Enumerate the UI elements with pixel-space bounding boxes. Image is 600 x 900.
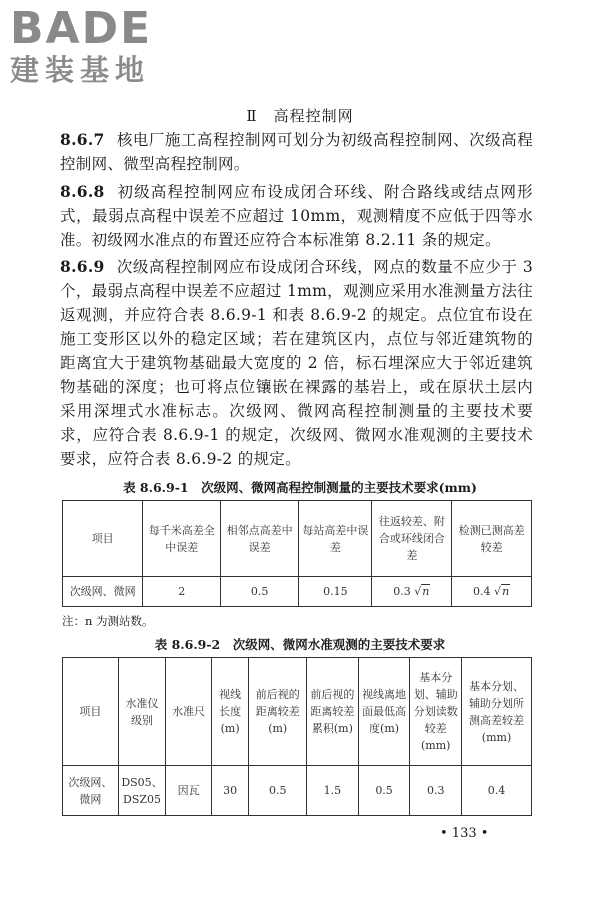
table1-cell — [452, 577, 532, 607]
table2-header: 水准尺 — [166, 658, 212, 766]
table1-header: 往返较差、附合或环线闭合差 — [372, 501, 452, 577]
table1 — [62, 500, 532, 607]
table2-header: 水准仪级别 — [118, 658, 166, 766]
coefficient: 0.4 — [473, 585, 491, 598]
table2-cell: 0.5 — [358, 766, 410, 816]
radicand: n — [502, 585, 510, 598]
sqrt-symbol: √n — [414, 585, 430, 598]
logo-wordmark: BADE — [10, 3, 153, 54]
clause-8-6-8 — [60, 180, 533, 252]
section-title: Ⅱ 高程控制网 — [246, 107, 354, 125]
page-number: • 133 • — [440, 826, 489, 841]
table2-cell: 0.3 — [410, 766, 462, 816]
clause-text: 次级高程控制网应布设成闭合环线，网点的数量不应少于 3 个，最弱点高程中误差不应超过 1mm，观测应采用水准测量方法往返观测，并应符合表 8.6.9-1 和表 8.6.9-2 的规定。点位宜布设在施工变形区以外的稳定区域；若在建筑区内，点位与邻近建筑物的距离宜大于建筑物基础最大宽度的 2 倍，标石埋深应大于邻近建筑物基础的深度；也可将点位镶嵌在裸露的基岩上，或在原状土层内采用深埋式水准标志。次级网、微网高程控制测量的主要技术要求，应符合表 8.6.9-1 的规定，次级网、微网水准观测的主要技术要求，应符合表 8.6.9-2 的规定。 — [60, 258, 533, 468]
table1-title: 表 8.6.9-1 次级网、微网高程控制测量的主要技术要求(mm) — [123, 480, 477, 495]
clause-8-6-9 — [60, 255, 533, 471]
table2-cell: 30 — [211, 766, 248, 816]
table1-cell: 2 — [143, 577, 221, 607]
table1-cell: 0.15 — [299, 577, 372, 607]
table1-header: 每千米高差全中误差 — [143, 501, 221, 577]
table-row — [63, 766, 532, 816]
table2-cell: 1.5 — [307, 766, 359, 816]
table2-title: 表 8.6.9-2 次级网、微网水准观测的主要技术要求 — [154, 637, 446, 652]
table2-header: 前后视的距离较差(m) — [249, 658, 307, 766]
table1-cell — [372, 577, 452, 607]
table1-cell: 0.5 — [221, 577, 299, 607]
clause-8-6-7 — [60, 128, 533, 176]
clause-number: 8.6.7 — [60, 130, 105, 149]
clause-number: 8.6.9 — [60, 257, 105, 276]
table-row — [63, 577, 532, 607]
radicand: n — [422, 585, 430, 598]
table1-header: 每站高差中误差 — [299, 501, 372, 577]
clause-text: 核电厂施工高程控制网可划分为初级高程控制网、次级高程控制网、微型高程控制网。 — [60, 131, 533, 173]
logo — [10, 3, 180, 87]
table1-header: 相邻点高差中误差 — [221, 501, 299, 577]
coefficient: 0.3 — [393, 585, 411, 598]
table2-cell: 次级网、微网 — [63, 766, 119, 816]
sqrt-symbol: √n — [494, 585, 510, 598]
table1-header: 项目 — [63, 501, 143, 577]
table2-header: 视线长度(m) — [211, 658, 248, 766]
table2-cell: 0.5 — [249, 766, 307, 816]
table1-note: 注：n 为测站数。 — [62, 614, 154, 628]
table2-header: 视线离地面最低高度(m) — [358, 658, 410, 766]
table2 — [62, 657, 532, 816]
logo-subtitle: 建装基地 — [10, 53, 151, 87]
table2-cell: 0.4 — [462, 766, 532, 816]
table2-header: 基本分划、辅助分划读数较差(mm) — [410, 658, 462, 766]
table2-header: 基本分划、辅助分划所测高差较差(mm) — [462, 658, 532, 766]
table1-header: 检测已测高差较差 — [452, 501, 532, 577]
table2-cell: DS05、DSZ05 — [118, 766, 166, 816]
table1-cell: 次级网、微网 — [63, 577, 143, 607]
table2-cell: 因瓦 — [166, 766, 212, 816]
table2-header: 前后视的距离较差累积(m) — [307, 658, 359, 766]
clause-number: 8.6.8 — [60, 182, 105, 201]
clause-text: 初级高程控制网应布设成闭合环线、附合路线或结点网形式，最弱点高程中误差不应超过 10mm，观测精度不应低于四等水准。初级网水准点的布置还应符合本标准第 8.2.11 条的规定。 — [60, 183, 533, 249]
table2-header: 项目 — [63, 658, 119, 766]
